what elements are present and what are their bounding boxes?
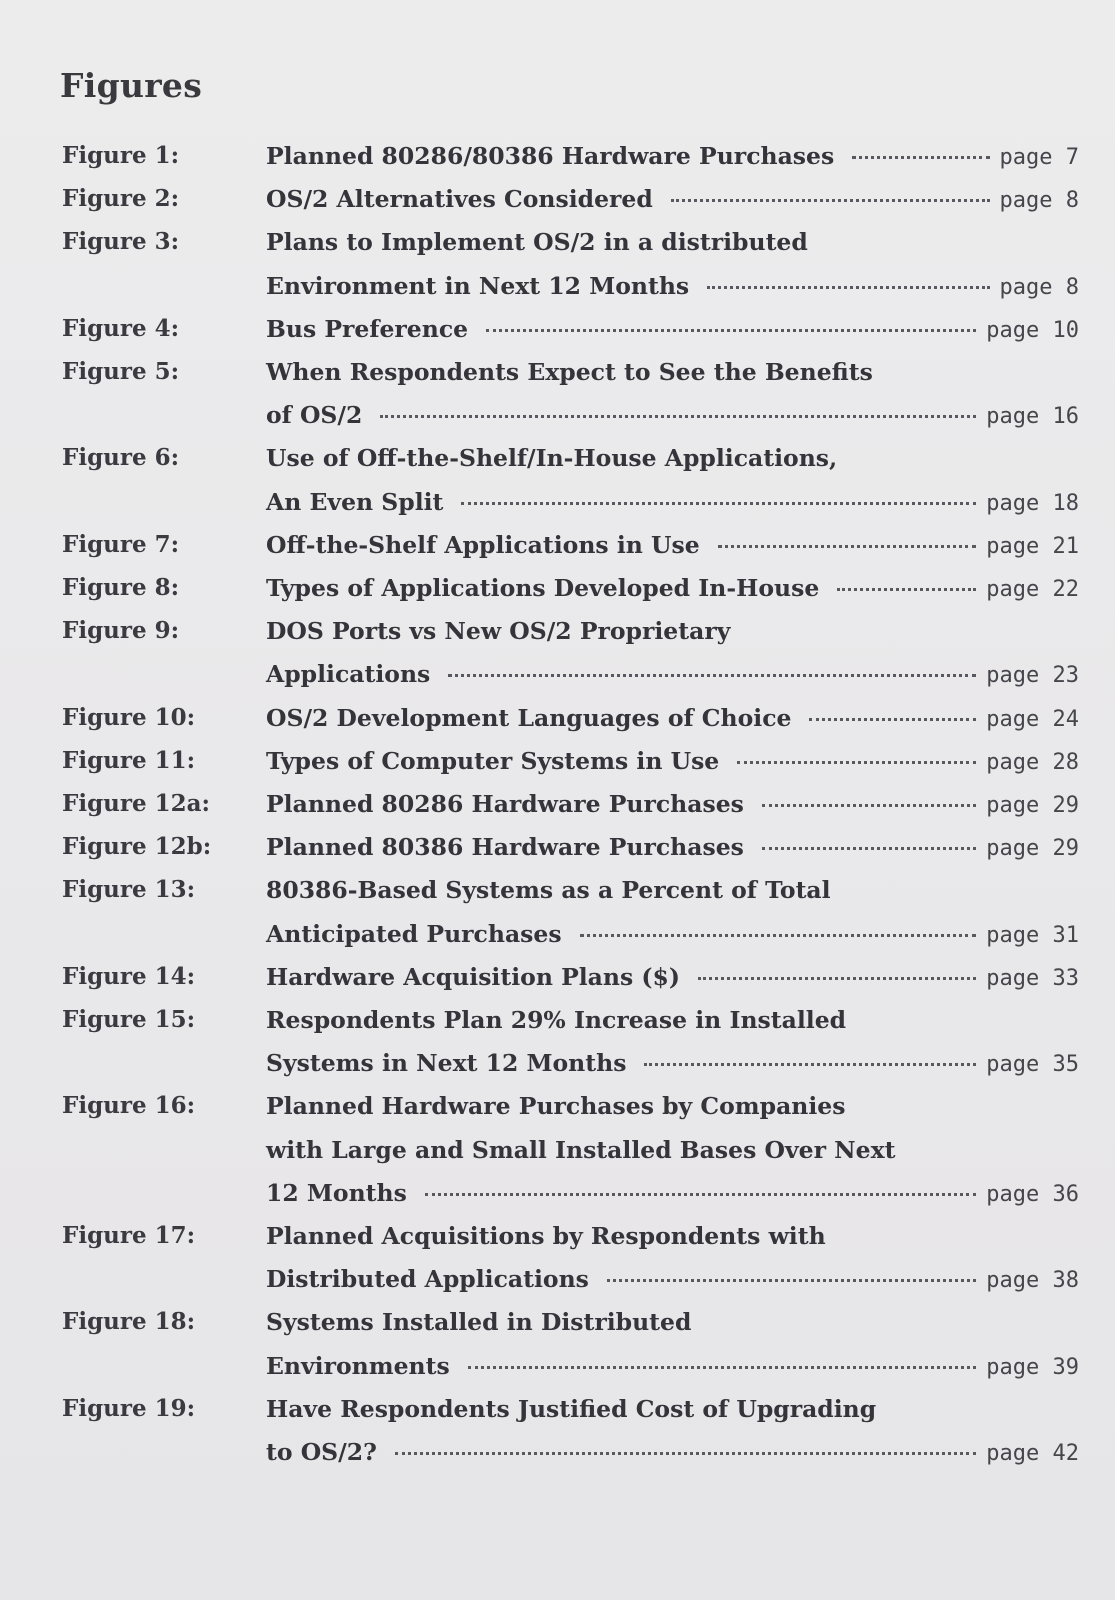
dot-leader xyxy=(580,934,977,937)
figure-title-line xyxy=(266,747,1079,779)
figure-title-line xyxy=(266,963,1079,995)
dot-leader xyxy=(707,286,989,289)
page-number: page 33 xyxy=(986,965,1079,991)
figure-title-line xyxy=(266,1049,1079,1081)
figure-title-text: Planned 80386 Hardware Purchases xyxy=(266,833,744,862)
figure-title-text: with Large and Small Installed Bases Over Next xyxy=(266,1135,896,1164)
figure-title-line xyxy=(266,142,1079,174)
figure-label: Figure 8: xyxy=(62,574,180,601)
figure-label: Figure 12b: xyxy=(62,833,212,861)
figure-title-text: Hardware Acquisition Plans ($) xyxy=(266,962,680,991)
figure-title-line xyxy=(266,1179,1079,1211)
figure-title-text: When Respondents Expect to See the Benefits xyxy=(266,358,873,386)
figure-title-line xyxy=(266,228,1079,260)
figure-title-text: Planned Hardware Purchases by Companies xyxy=(266,1092,846,1121)
figure-title-line xyxy=(266,1395,1079,1427)
page-number: page 7 xyxy=(999,145,1079,170)
dot-leader xyxy=(671,199,990,202)
figure-title-text: Respondents Plan 29% Increase in Installed xyxy=(266,1006,847,1034)
figure-label: Figure 1: xyxy=(62,142,180,169)
dot-leader xyxy=(395,1452,976,1455)
page-number: page 22 xyxy=(986,577,1079,602)
figure-title-line xyxy=(266,401,1079,433)
page-number: page 28 xyxy=(986,749,1079,775)
figure-title-text: Systems in Next 12 Months xyxy=(266,1049,627,1078)
figure-title-text: Have Respondents Justified Cost of Upgrading xyxy=(266,1394,877,1423)
figure-title-line xyxy=(266,704,1079,736)
figure-label: Figure 7: xyxy=(62,530,180,558)
dot-leader xyxy=(809,718,976,721)
figure-title-text: OS/2 Alternatives Considered xyxy=(266,185,653,214)
figure-label: Figure 10: xyxy=(62,703,196,731)
figure-title-line xyxy=(266,876,1079,908)
figure-title-line xyxy=(266,444,1079,476)
dot-leader xyxy=(718,545,977,548)
figure-title-text: Anticipated Purchases xyxy=(266,919,562,948)
figure-title-text: Use of Off-the-Shelf/In-House Applications, xyxy=(266,444,838,473)
figure-title-text: DOS Ports vs New OS/2 Proprietary xyxy=(266,617,731,646)
page-number: page 31 xyxy=(986,922,1079,948)
figure-title-text: An Even Split xyxy=(266,487,444,516)
dot-leader xyxy=(837,588,976,591)
dot-leader xyxy=(698,977,976,980)
figure-title-text: of OS/2 xyxy=(266,401,363,430)
figure-title-text: Bus Preference xyxy=(266,314,469,343)
page-number: page 38 xyxy=(986,1268,1079,1294)
figure-title-line xyxy=(266,185,1079,217)
figure-title-line xyxy=(266,358,1079,390)
figure-label: Figure 12a: xyxy=(62,790,211,817)
figure-label: Figure 2: xyxy=(62,185,180,213)
figure-label: Figure 16: xyxy=(62,1092,196,1120)
figure-title-text: Off-the-Shelf Applications in Use xyxy=(266,530,700,559)
dot-leader xyxy=(380,415,976,418)
figure-title-text: Types of Computer Systems in Use xyxy=(266,746,720,775)
figure-title-line xyxy=(266,1222,1079,1254)
figure-title-text: OS/2 Development Languages of Choice xyxy=(266,703,792,732)
figure-title-line xyxy=(266,1352,1079,1384)
figure-title-text: Systems Installed in Distributed xyxy=(266,1308,692,1337)
figure-label: Figure 3: xyxy=(62,228,180,256)
figure-title-text: 12 Months xyxy=(266,1178,407,1207)
page-number: page 23 xyxy=(986,663,1079,689)
page-number: page 10 xyxy=(986,317,1079,343)
page-number: page 21 xyxy=(986,533,1079,559)
dot-leader xyxy=(486,329,976,332)
figure-title-text: Applications xyxy=(266,660,431,689)
figure-title-line xyxy=(266,315,1079,347)
figure-title-line xyxy=(266,920,1079,952)
dot-leader xyxy=(448,674,976,677)
figure-title-line xyxy=(266,574,1079,606)
dot-leader xyxy=(762,847,976,850)
page-number: page 36 xyxy=(986,1181,1079,1207)
dot-leader xyxy=(468,1366,977,1369)
dot-leader xyxy=(737,761,976,764)
figure-title-text: Planned 80286/80386 Hardware Purchases xyxy=(266,142,835,170)
figure-label: Figure 11: xyxy=(62,746,196,774)
figure-label: Figure 5: xyxy=(62,358,180,385)
figure-title-line xyxy=(266,660,1079,692)
dot-leader xyxy=(607,1279,976,1282)
figure-title-line xyxy=(266,488,1079,520)
dot-leader xyxy=(461,502,976,505)
figure-label: Figure 14: xyxy=(62,962,196,990)
figure-title-line xyxy=(266,790,1079,822)
page-number: page 29 xyxy=(986,793,1079,818)
dot-leader xyxy=(762,804,976,807)
figure-label: Figure 13: xyxy=(62,876,196,904)
figure-title-line xyxy=(266,1136,1079,1168)
figure-label: Figure 9: xyxy=(62,617,180,645)
figure-label: Figure 4: xyxy=(62,314,180,342)
figure-title-line xyxy=(266,531,1079,563)
page-number: page 8 xyxy=(999,274,1079,300)
figure-title-text: Types of Applications Developed In-House xyxy=(266,574,820,602)
figure-title-line xyxy=(266,617,1079,649)
page-number: page 24 xyxy=(986,706,1079,732)
figure-label: Figure 19: xyxy=(62,1394,196,1422)
figure-title-line xyxy=(266,1308,1079,1340)
page-number: page 16 xyxy=(986,404,1079,430)
figure-title-text: Planned 80286 Hardware Purchases xyxy=(266,790,744,818)
figure-title-text: Distributed Applications xyxy=(266,1265,589,1294)
page-number: page 18 xyxy=(986,490,1079,516)
page-number: page 8 xyxy=(999,188,1079,214)
page-number: page 35 xyxy=(986,1052,1079,1078)
figure-title-text: Environments xyxy=(266,1351,450,1380)
figure-label: Figure 15: xyxy=(62,1006,196,1033)
page-number: page 42 xyxy=(986,1440,1079,1466)
figure-title-line xyxy=(266,272,1079,304)
figure-title-text: Planned Acquisitions by Respondents with xyxy=(266,1222,826,1250)
dot-leader xyxy=(852,156,989,159)
figure-title-text: Environment in Next 12 Months xyxy=(266,271,690,300)
dot-leader xyxy=(425,1193,976,1196)
figure-title-text: to OS/2? xyxy=(266,1437,377,1466)
figure-label: Figure 17: xyxy=(62,1222,196,1249)
figure-title-line xyxy=(266,1006,1079,1038)
figure-title-line xyxy=(266,833,1079,865)
figure-label: Figure 6: xyxy=(62,444,180,472)
page-title: Figures xyxy=(60,66,203,105)
figure-label: Figure 18: xyxy=(62,1308,196,1336)
page-number: page 39 xyxy=(986,1354,1079,1380)
figure-title-text: 80386-Based Systems as a Percent of Total xyxy=(266,876,831,905)
figure-title-text: Plans to Implement OS/2 in a distributed xyxy=(266,228,808,257)
figure-title-line xyxy=(266,1438,1079,1470)
figure-title-line xyxy=(266,1092,1079,1124)
figure-title-line xyxy=(266,1265,1079,1297)
page-number: page 29 xyxy=(986,836,1079,862)
dot-leader xyxy=(644,1063,976,1066)
